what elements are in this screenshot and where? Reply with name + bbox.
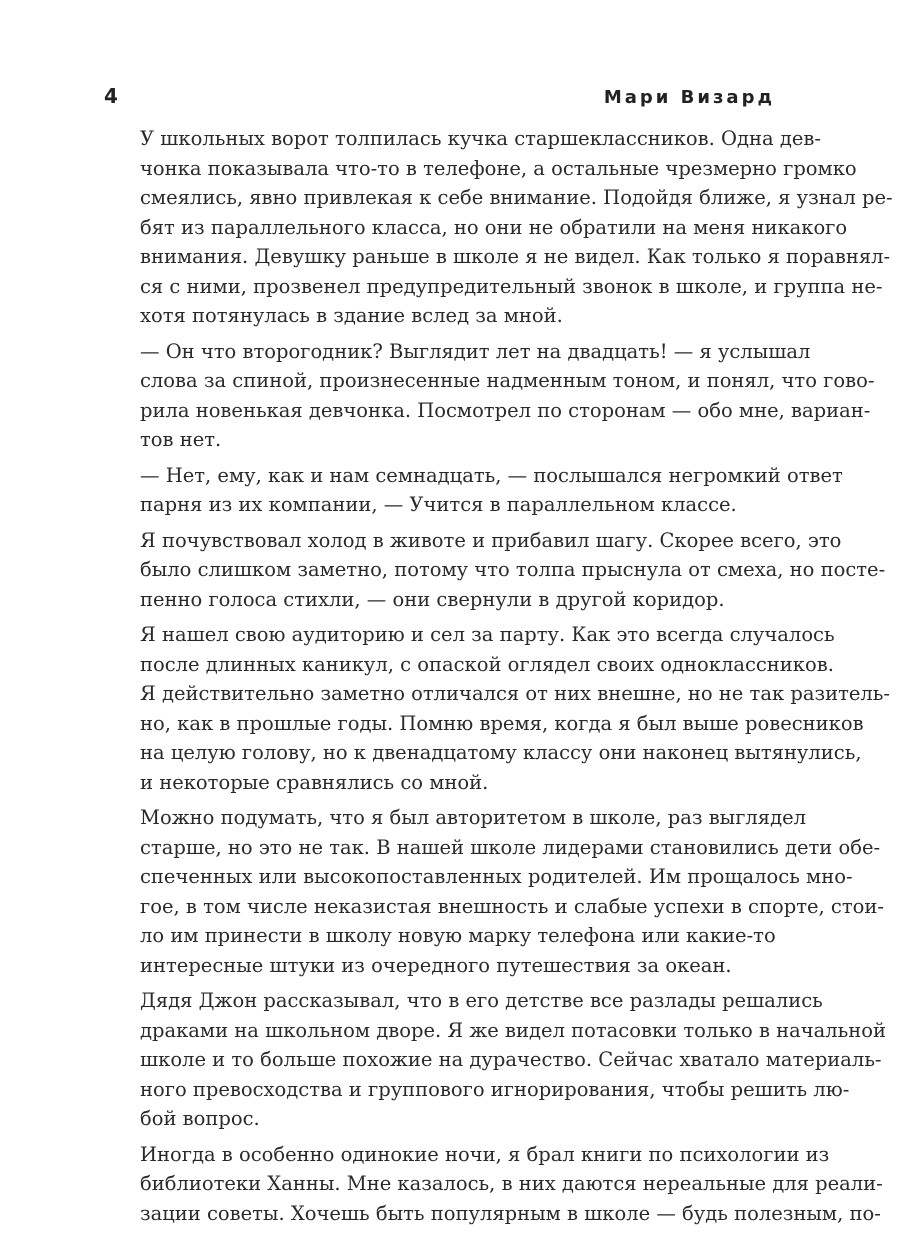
text-line: на целую голову, но к двенадцатому классу они наконец вытянулись, — [140, 741, 862, 764]
paragraph — [106, 461, 843, 520]
text-line: школе и то больше похожие на дурачество. Сейчас хватало материаль- — [140, 1048, 882, 1071]
paragraph — [106, 803, 884, 980]
body-text — [106, 124, 893, 1234]
text-line: бой вопрос. — [140, 1107, 260, 1130]
text-line: спеченных или высокопоставленных родителей. Им прощалось мно- — [140, 865, 853, 888]
paragraph — [106, 337, 875, 455]
text-line: ся с ними, прозвенел предупредительный звонок в школе, и группа не- — [140, 274, 883, 298]
paragraph — [106, 1140, 883, 1229]
text-line: Я нашел свою аудиторию и сел за парту. Как это всегда случалось — [140, 623, 835, 646]
text-line: старше, но это не так. В нашей школе лидерами становились дети обе- — [140, 835, 881, 859]
text-line: было слишком заметно, потому что толпа прыснула от смеха, но посте- — [140, 558, 886, 581]
text-line: Иногда в особенно одинокие ночи, я брал книги по психологии из — [140, 1142, 830, 1166]
text-line: Можно подумать, что я был авторитетом в школе, раз выглядел — [140, 806, 807, 829]
text-line: — Нет, ему, как и нам семнадцать, — послышался негромкий ответ — [140, 463, 843, 487]
text-line: ло им принести в школу новую марку телефона или какие-то — [140, 924, 776, 947]
text-line: У школьных ворот толпилась кучка старшеклассников. Одна дев- — [140, 127, 821, 150]
text-line: рила новенькая девчонка. Посмотрел по сторонам — обо мне, вариан- — [140, 398, 871, 422]
text-line: гое, в том числе неказистая внешность и слабые успехи в спорте, стои- — [140, 894, 884, 918]
text-line: пенно голоса стихли, — они свернули в другой коридор. — [140, 587, 725, 611]
text-line: слова за спиной, произнесенные надменным тоном, и понял, что гово- — [140, 369, 875, 392]
text-line: Дядя Джон рассказывал, что в его детстве все разлады решались — [140, 989, 823, 1012]
text-line: — Он что второгодник? Выглядит лет на двадцать! — я услышал — [140, 339, 811, 363]
text-line: бят из параллельного класса, но они не обратили на меня никакого — [140, 215, 848, 239]
text-line: ного превосходства и группового игнорирования, чтобы решить лю- — [140, 1077, 850, 1101]
paragraph — [106, 620, 890, 797]
paragraph — [106, 124, 893, 331]
text-line: внимания. Девушку раньше в школе я не видел. Как только я поравнял- — [140, 245, 891, 268]
text-line: Я действительно заметно отличался от них внешне, но не так разитель- — [140, 682, 890, 705]
paragraph — [106, 986, 887, 1134]
text-line: зации советы. Хочешь быть популярным в школе — будь полезным, по- — [140, 1201, 881, 1225]
text-line: но, как в прошлые годы. Помню время, когда я был выше ровесников — [140, 711, 864, 735]
text-line: смеялись, явно привлекая к себе внимание. Подойдя ближе, я узнал ре- — [140, 186, 893, 209]
page-number: 4 — [104, 84, 118, 108]
text-line: Я почувствовал холод в животе и прибавил шагу. Скорее всего, это — [140, 528, 842, 552]
text-line: библиотеки Ханны. Мне казалось, в них даются нереальные для реали- — [140, 1172, 883, 1195]
text-line: интересные штуки из очередного путешествия за океан. — [140, 953, 732, 977]
text-line: тов нет. — [140, 428, 222, 451]
text-line: парня из их компании, — Учится в параллельном классе. — [140, 493, 737, 516]
text-line: драками на школьном дворе. Я же видел потасовки только в начальной — [140, 1018, 887, 1042]
page-header — [104, 84, 775, 108]
paragraph — [106, 526, 886, 615]
text-line: хотя потянулась в здание вслед за мной. — [140, 304, 563, 327]
text-line: чонка показывала что-то в телефоне, а остальные чрезмерно громко — [140, 156, 857, 180]
running-head-author: Мари Визард — [603, 87, 775, 108]
text-line: и некоторые сравнялись со мной. — [140, 770, 489, 794]
text-line: после длинных каникул, с опаской оглядел своих одноклассников. — [140, 652, 834, 676]
